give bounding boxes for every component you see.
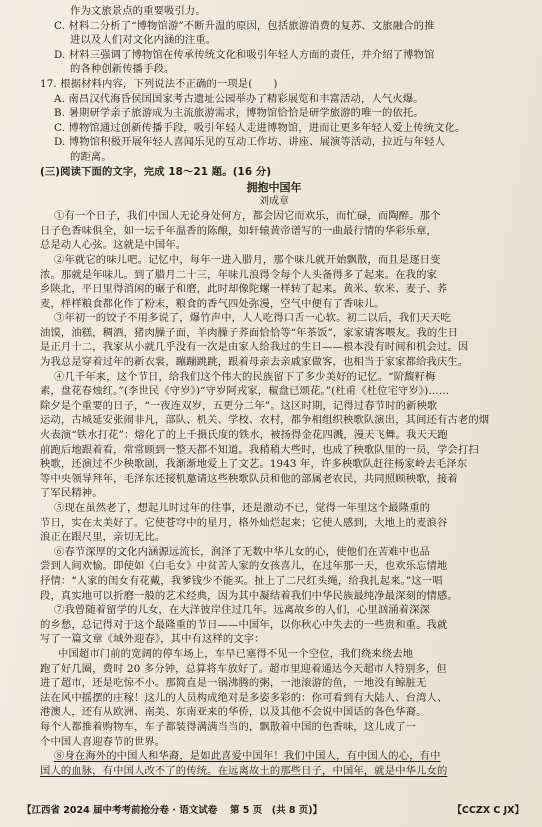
page-footer [22, 802, 524, 816]
q17-option-d: D. 博物馆积极开展年轻人喜闻乐见的互动工作坊、讲座、展演等活动，拉近与年轻人 [54, 136, 445, 149]
article-line: 油馍，油糕，稠酒，猪肉臊子面，羊肉臊子荞面恰恰等“年茶饭”，家家请客喂友。我的生日 [40, 326, 459, 339]
quote-line: 中国超市门前的宽阔的停车场上，车早已塞得不见一个空位，我们绕来绕去地 [58, 647, 414, 660]
q17-option-b: B. 暑期研学亲子旅游成为主流旅游需求，博物馆恰恰是研学旅游的唯一的依托。 [54, 107, 424, 120]
article-line: ④几千年来，这个节日，给我们这个伟大的民族留下了多少美好的记忆。“阶馥籽梅 [54, 370, 436, 383]
q16-line: 作为文旅景点的重要吸引力。 [70, 5, 206, 17]
article-line: 抒情：“人家的闺女有花戴，我爹钱少不能买。扯上了二尺红头绳，给我扎起来。”这一唱 [40, 574, 443, 587]
q16-line: 进以及人们对文化内涵的注重。 [70, 34, 217, 47]
article-line: 的乡愁，总记得对于这个最隆重的节日——中国年，以你秋心中失去的一些贵和重。我就 [40, 618, 448, 631]
q17-option-d-cont: 的距离。 [70, 150, 112, 163]
answer-bracket: ( ) [248, 77, 278, 90]
quote-line: 个中国人喜迎春节的世界。 [40, 735, 166, 748]
quote-line: 每个人都推着购物车，车子都装得满满当当的，飘散着中国的色香味，这儿成了一 [40, 720, 417, 733]
article-line: ⑤现在虽然老了，想起儿时过年的往事，还是激动不已，觉得一年里这个最隆重的 [54, 502, 431, 514]
article-body [40, 209, 508, 647]
underlined-line: 国人的血脉，有中国人改不了的传统。在远离故土的那些日子，中国年，就是中华儿女的 [40, 764, 448, 777]
article-line: 总是动人心弦。这就是中国年。 [40, 239, 187, 252]
quote-line: 法在风中摇摆的庄稼！这儿的人员构成绝对是多姿多彩的：你可看到有大陆人、台湾人、 [40, 691, 448, 704]
underlined-line: ⑧身在海外的中国人和华裔，是如此喜爱中国年！我们中国人，有中国人的心，有中 [54, 750, 441, 763]
article-line: ②年就它的味儿吧。记忆中，每年一进入腊月，那个味儿就开始飘散，而且是逐日变 [54, 253, 441, 266]
article-line: ⑥春节深厚的文化内涵源远流长，润泽了无数中华儿女的心，使他们在苦难中也品 [54, 545, 431, 558]
article-line: ①有一个日子，我们中国人无论身处何方，都会因它而欢乐，而忙碌，而陶醉。那个 [54, 210, 441, 223]
section-header: (三)阅读下面的文字，完成 18～21 题。(16 分) [40, 165, 272, 178]
article-line: 运动，古城延安张闹非凡，部队、机关、学校、农村，都争相组织秧歌队演出，其间还有古老的烟 [40, 414, 490, 427]
article-line: 浓。那就是年味儿。到了腊月二十三，年味儿浪得令每个人头备得多了起来。在我的家 [40, 268, 437, 281]
q17-stem-text: 17. 根据材料内容，下列说法不正确的一项是 [40, 77, 249, 90]
article-line: 麦，样样粮食都化作了粉末，粮食的香气四处弥漫，空气中便有了香味儿。 [40, 297, 385, 310]
article-line: 除夕是个重要的日子，“一夜连双岁，五更分二年”。这区时期，记得过春节时的新秧歌 [40, 399, 438, 412]
q16-line: C. 材料二分析了“博物馆游”不断升温的原因，包括旅游消费的复苏、文旅融合的推 [54, 19, 435, 32]
quote-line: 跑了好几圈，费时 20 多分钟，总算将车放好了。超市里迎着通达今天超市人特别多，但 [40, 662, 447, 675]
article-line: 尝到人间欢愉。即使如《白毛女》中贫苦人家的女孩喜儿，在过年那一天，也欢乐忘情地 [40, 560, 448, 573]
article-line: 了军民精神。 [40, 487, 103, 500]
article-line: 乡陕北，平日里得消闲的碾子和磨，此时却像陀螺一样转了起来。黄米、软米、麦子、荞 [40, 283, 448, 296]
q17-option-c: C. 博物馆通过创新传播手段，吸引年轻人走进博物馆，进而让更多年轻人爱上传统文化。 [54, 121, 466, 134]
q17-option-a: A. 南昌汉代海昏侯国国家考古遗址公园举办了精彩展览和丰富活动，人气火爆。 [54, 92, 424, 105]
quote-line: 进了超市，还是吃惊不小。那简直是一锅沸腾的粥，一池滚游的鱼，一地没有鲸脏无 [40, 677, 427, 690]
article-line: 日子色香味俱全，如一坛千年温香的陈酿，如轩辕黄帝谱写的一曲最行情的华彩乐章， [40, 224, 437, 237]
article-line: 前跑后地跟着看，常常顾到一整天都不知道。我稍稍大些时，也成了秧歌队里的一员，学会打扫 [40, 443, 479, 456]
article-line: 为我总是穿着过年的新衣裳，蹦蹦跳跳，跟着母亲去亲戚家做客，也相当于家家都给我庆生。 [40, 356, 469, 369]
article-line: 写了一篇文章《域外迎春》，其中有这样的文字： [40, 633, 265, 646]
page-content [40, 4, 508, 778]
q16-line: D. 材料三强调了博物馆在传承传统文化和吸引年轻人方面的责任，并介绍了博物馆 [54, 48, 435, 61]
article-ending [40, 749, 508, 778]
article-author: 刘成章 [259, 196, 289, 208]
article-line: ③年初一的饺子不用多说了，爆竹声中，人人吃得口舌一心软。初二以后，我们天天吃 [54, 312, 451, 325]
footer-code: 【CCZX C JX】 [452, 805, 524, 816]
footer-page-number: 第 5 页 (共 8 页)】 [230, 805, 323, 816]
block-quote [40, 647, 508, 749]
article-line: 等中央领导拜年，毛泽东还接机邀请这些秧歌队员和他的部属老农民，共同照顾秧歌，接着 [40, 472, 458, 485]
article-line: ⑦我曾随着留学的儿女，在大洋彼岸住过几年。远离故乡的人们，心里汹涌着深深 [54, 604, 431, 617]
article-title: 拥抱中国年 [246, 181, 302, 195]
article-line: 素，盘花春烛红。”(李世民《守岁》)“守岁阿戎家，椒盘已颂花。”(杜甫《杜位宅守岁》)…… [40, 385, 450, 398]
question-17 [40, 77, 508, 165]
article-line: 段，真实地可以折磨一般的艺术经典，因为其中凝结着我们中华民族最纯净最深刻的情感。 [40, 589, 458, 602]
q16-line: 的各种创新传播手段。 [70, 63, 175, 76]
article-line: 秧歌，还演过不少秧歌剧，我渐渐地爱上了文艺。1943 年，许多秧歌队赶往杨家岭去毛泽东 [40, 458, 468, 471]
quote-line: 港澳人，还有从欧洲、南美、东南亚来的华侨，以及其他不会说中国话的各色华裔。 [40, 706, 427, 719]
article-line: 浪正在跟尺里，亲切无比。 [40, 531, 166, 544]
article-line: 节日，实在太美好了。它使苍穹中的星月，格外灿烂起来；它使人感到，大地上的麦浪谷 [40, 516, 448, 529]
q16-options-tail [40, 4, 508, 77]
q17-stem [40, 77, 508, 92]
footer-exam-name: 【江西省 2024 届中考考前抢分卷 · 语文试卷 [22, 805, 218, 816]
article-line: 火表演“铁水打花”：熔化了的上千摄氏度的铁水，被扬得金花四溅，漫天飞舞。我天天跑 [40, 429, 448, 442]
article-line: 是正月十二，我家从小就几乎没有一次是由家人给我过的生日——根本没有时间和机会过。因 [40, 341, 469, 354]
